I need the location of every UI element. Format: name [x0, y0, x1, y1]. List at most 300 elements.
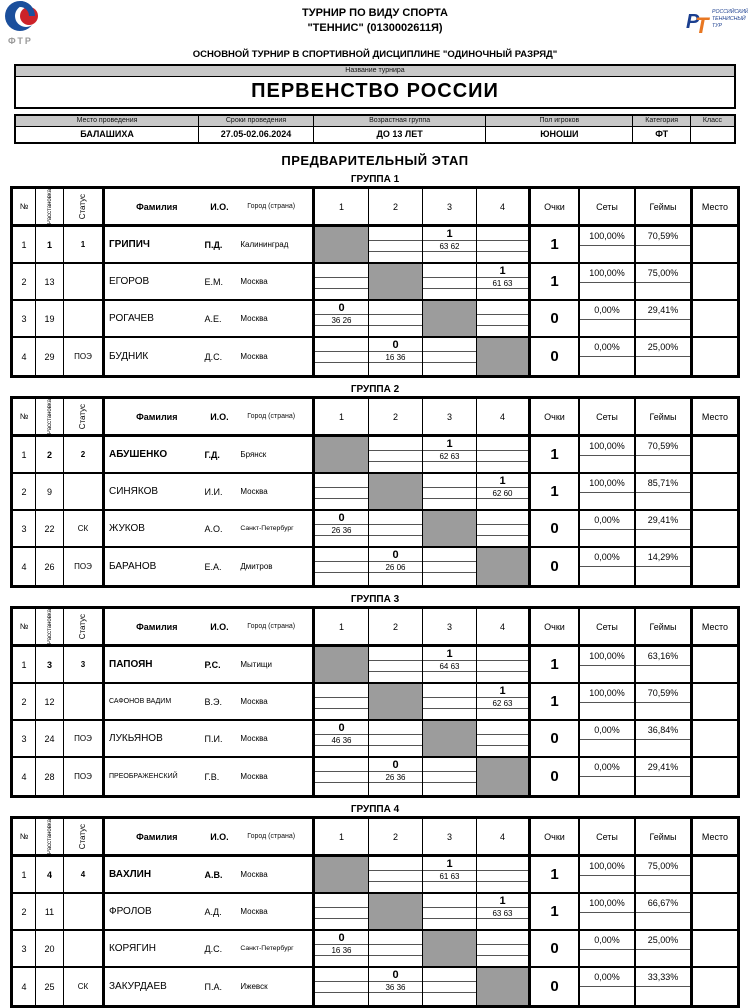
seeding-cell: 19 — [36, 301, 64, 336]
group-section-2 — [10, 384, 740, 588]
player-cell — [105, 894, 315, 929]
points-cell: 1 — [531, 857, 580, 892]
row-number-cell: 2 — [13, 474, 36, 509]
surname-header-label: Фамилия — [136, 621, 178, 632]
seeding-cell: 28 — [36, 758, 64, 795]
col-header-match-1: 1 — [315, 189, 369, 224]
match-cell — [315, 511, 369, 546]
player-row — [13, 548, 737, 585]
match-result — [369, 857, 422, 871]
col-header-match-2: 2 — [369, 609, 423, 644]
col-header-match-1: 1 — [315, 819, 369, 854]
match-result — [423, 474, 476, 488]
seeding-cell: 24 — [36, 721, 64, 756]
match-result — [315, 684, 368, 698]
sets-cell — [580, 684, 636, 719]
match-score — [315, 488, 368, 499]
self-cell — [477, 968, 531, 1005]
player-row — [13, 511, 737, 548]
player-initials: Г.В. — [204, 771, 220, 782]
self-cell — [423, 721, 477, 756]
col-header-sets: Сеты — [580, 819, 636, 854]
match-cell — [315, 721, 369, 756]
player-row — [13, 301, 737, 338]
match-score — [369, 735, 422, 746]
match-score — [477, 661, 528, 672]
games-percent: 70,59% — [636, 227, 690, 246]
match-score — [369, 525, 422, 536]
col-header-status — [64, 189, 105, 224]
sets-cell — [580, 894, 636, 929]
self-cell — [369, 684, 423, 719]
group-title: ГРУППА 2 — [350, 384, 400, 396]
match-cell — [477, 931, 531, 966]
match-cell — [423, 548, 477, 585]
info-header-age: Возрастная группа — [314, 116, 486, 127]
player-surname: АБУШЕНКО — [109, 449, 168, 461]
player-row — [13, 338, 737, 375]
games-percent: 70,59% — [636, 684, 690, 703]
sets-cell — [580, 338, 636, 375]
seeding-cell: 26 — [36, 548, 64, 585]
match-score: 63 63 — [477, 908, 528, 919]
match-cell — [369, 227, 423, 262]
row-number-cell: 4 — [13, 758, 36, 795]
match-cell — [423, 647, 477, 682]
match-result: 1 — [477, 474, 528, 488]
match-result — [369, 301, 422, 315]
match-score — [315, 562, 368, 573]
col-header-match-2: 2 — [369, 189, 423, 224]
col-header-match-2: 2 — [369, 399, 423, 434]
tournament-info-table — [14, 114, 736, 145]
sets-percent: 100,00% — [580, 894, 634, 913]
row-number-cell: 3 — [13, 511, 36, 546]
points-cell: 0 — [531, 721, 580, 756]
match-result: 0 — [315, 301, 368, 315]
points-cell: 0 — [531, 301, 580, 336]
sets-percent: 100,00% — [580, 264, 634, 283]
row-number-cell: 1 — [13, 437, 36, 472]
tournament-name-label: Название турнира — [16, 66, 734, 77]
col-header-seeding — [36, 399, 64, 434]
player-row — [13, 857, 737, 894]
games-cell — [636, 647, 693, 682]
info-value-row — [16, 127, 734, 142]
city-header-label: Город (страна) — [247, 203, 296, 211]
self-cell — [369, 264, 423, 299]
games-percent: 29,41% — [636, 301, 690, 320]
match-score: 62 60 — [477, 488, 528, 499]
points-cell: 0 — [531, 758, 580, 795]
match-score: 61 63 — [477, 278, 528, 289]
match-score: 36 36 — [369, 982, 422, 993]
games-cell — [636, 721, 693, 756]
rtt-logo-graphic — [686, 4, 748, 46]
sets-percent: 100,00% — [580, 437, 634, 456]
groups-container — [0, 174, 750, 1008]
seeding-header-label: Расстановка — [46, 819, 53, 855]
self-cell — [315, 857, 369, 892]
sets-percent: 0,00% — [580, 511, 634, 530]
col-header-games: Геймы — [636, 399, 693, 434]
sets-percent: 100,00% — [580, 474, 634, 493]
player-row — [13, 684, 737, 721]
match-score — [423, 698, 476, 709]
player-city: Брянск — [240, 450, 267, 460]
tournament-name-box — [14, 64, 736, 109]
col-header-num: № — [13, 399, 36, 434]
row-number-cell: 1 — [13, 647, 36, 682]
match-result — [477, 857, 528, 871]
match-score — [315, 982, 368, 993]
row-number-cell: 4 — [13, 338, 36, 375]
match-score — [369, 661, 422, 672]
col-header-place: Место — [701, 621, 729, 632]
games-cell — [636, 758, 693, 795]
match-score: 63 62 — [423, 241, 476, 252]
games-percent: 70,59% — [636, 437, 690, 456]
col-header-games: Геймы — [636, 819, 693, 854]
place-cell — [693, 857, 737, 892]
match-score — [423, 982, 476, 993]
status-header-label: Статус — [78, 194, 87, 220]
match-cell — [315, 894, 369, 929]
match-score — [369, 451, 422, 462]
status-cell: ПОЭ — [64, 721, 105, 756]
row-number-cell: 2 — [13, 264, 36, 299]
match-result — [477, 647, 528, 661]
group-table-header — [13, 819, 737, 857]
games-percent: 25,00% — [636, 931, 690, 950]
games-percent: 33,33% — [636, 968, 690, 987]
player-surname: ГРИПИЧ — [109, 239, 150, 251]
status-cell: 2 — [64, 437, 105, 472]
player-cell — [105, 338, 315, 375]
info-header-dates: Сроки проведения — [199, 116, 314, 127]
games-percent: 14,29% — [636, 548, 690, 567]
col-header-place: Место — [701, 201, 729, 212]
self-cell — [423, 301, 477, 336]
row-number-cell: 3 — [13, 301, 36, 336]
player-cell — [105, 758, 315, 795]
player-city: Москва — [240, 487, 268, 497]
match-score: 61 63 — [423, 871, 476, 882]
player-initials: А.Д. — [204, 906, 222, 917]
info-header-venue: Место проведения — [16, 116, 199, 127]
status-cell — [64, 894, 105, 929]
player-initials: В.Э. — [204, 696, 223, 707]
player-cell — [105, 721, 315, 756]
games-cell — [636, 264, 693, 299]
match-result: 0 — [315, 511, 368, 525]
rtt-logo-line2: ТЕННИСНЫЙ — [712, 16, 746, 22]
player-initials: П.А. — [204, 981, 223, 992]
games-percent: 25,00% — [636, 338, 690, 357]
match-cell — [369, 511, 423, 546]
player-city: Дмитров — [240, 562, 273, 572]
match-result — [477, 721, 528, 735]
col-header-sets: Сеты — [580, 189, 636, 224]
status-header-label: Статус — [78, 614, 87, 640]
games-cell — [636, 894, 693, 929]
points-cell: 1 — [531, 437, 580, 472]
self-cell — [369, 474, 423, 509]
row-number-cell: 4 — [13, 968, 36, 1005]
row-number-cell: 3 — [13, 721, 36, 756]
seeding-cell: 11 — [36, 894, 64, 929]
status-cell: ПОЭ — [64, 758, 105, 795]
place-cell — [693, 548, 737, 585]
match-result — [369, 227, 422, 241]
games-cell — [636, 338, 693, 375]
match-score — [477, 871, 528, 882]
seeding-cell: 22 — [36, 511, 64, 546]
svg-text:Р: Р — [686, 11, 700, 33]
games-percent: 75,00% — [636, 857, 690, 876]
games-percent: 29,41% — [636, 511, 690, 530]
match-score: 16 36 — [369, 352, 422, 363]
place-cell — [693, 647, 737, 682]
match-score — [369, 871, 422, 882]
sets-percent: 0,00% — [580, 301, 634, 320]
col-header-num: № — [13, 819, 36, 854]
match-result — [423, 338, 476, 352]
player-row — [13, 474, 737, 511]
match-score — [477, 525, 528, 536]
player-city: Калининград — [240, 240, 289, 250]
col-header-place: Место — [701, 831, 729, 842]
col-header-sets: Сеты — [580, 609, 636, 644]
rtt-logo-line1: РОССИЙСКИЙ — [712, 9, 748, 15]
place-cell — [693, 968, 737, 1005]
sets-percent: 0,00% — [580, 721, 634, 740]
match-score — [315, 352, 368, 363]
match-result: 1 — [423, 857, 476, 871]
match-cell — [423, 684, 477, 719]
match-score — [315, 278, 368, 289]
seeding-header-label: Расстановка — [46, 189, 53, 225]
row-number-cell: 2 — [13, 684, 36, 719]
group-title: ГРУППА 1 — [350, 174, 400, 186]
match-result — [369, 511, 422, 525]
svg-text:Т: Т — [695, 13, 709, 38]
player-row — [13, 437, 737, 474]
match-result — [315, 758, 368, 772]
group-table-header — [13, 189, 737, 227]
player-initials: Е.А. — [204, 561, 222, 572]
surname-header-label: Фамилия — [136, 411, 178, 422]
match-result — [369, 437, 422, 451]
player-surname: РОГАЧЕВ — [109, 313, 154, 325]
player-surname: ЗАКУРДАЕВ — [109, 981, 167, 993]
player-city: Москва — [240, 277, 268, 287]
player-row — [13, 264, 737, 301]
match-score — [477, 241, 528, 252]
player-initials: А.Е. — [204, 313, 222, 324]
match-cell — [423, 857, 477, 892]
match-score — [315, 772, 368, 783]
seeding-header-label: Расстановка — [46, 609, 53, 645]
match-cell — [369, 968, 423, 1005]
player-initials: А.В. — [204, 869, 223, 880]
place-cell — [693, 437, 737, 472]
col-header-status — [64, 609, 105, 644]
match-cell — [315, 474, 369, 509]
points-cell: 1 — [531, 264, 580, 299]
player-city: Ижевск — [240, 982, 268, 992]
match-result: 1 — [477, 264, 528, 278]
doc-title-line1: ТУРНИР ПО ВИДУ СПОРТА — [302, 7, 448, 19]
sets-cell — [580, 227, 636, 262]
games-cell — [636, 227, 693, 262]
match-cell — [315, 931, 369, 966]
player-surname: ЖУКОВ — [109, 523, 145, 535]
match-cell — [369, 857, 423, 892]
status-cell: СК — [64, 968, 105, 1005]
match-cell — [477, 511, 531, 546]
match-result — [477, 511, 528, 525]
match-result: 1 — [423, 437, 476, 451]
player-row — [13, 968, 737, 1005]
match-cell — [315, 301, 369, 336]
seeding-cell: 9 — [36, 474, 64, 509]
player-cell — [105, 474, 315, 509]
player-city: Москва — [240, 352, 268, 362]
col-header-num: № — [13, 609, 36, 644]
sets-cell — [580, 721, 636, 756]
match-cell — [477, 301, 531, 336]
status-cell: 4 — [64, 857, 105, 892]
status-cell: 3 — [64, 647, 105, 682]
match-result — [315, 968, 368, 982]
group-title: ГРУППА 4 — [350, 804, 400, 816]
info-header-sex: Пол игроков — [486, 116, 633, 127]
sets-cell — [580, 857, 636, 892]
ftr-logo-graphic — [0, 0, 60, 50]
match-score: 46 36 — [315, 735, 368, 746]
sets-percent: 0,00% — [580, 968, 634, 987]
player-city: Санкт-Петербург — [240, 945, 294, 953]
match-score — [423, 352, 476, 363]
match-cell — [423, 227, 477, 262]
player-cell — [105, 684, 315, 719]
self-cell — [315, 227, 369, 262]
player-cell — [105, 548, 315, 585]
match-score — [423, 278, 476, 289]
match-result — [369, 721, 422, 735]
col-header-player — [105, 399, 315, 434]
status-cell — [64, 684, 105, 719]
games-percent: 63,16% — [636, 647, 690, 666]
match-score: 62 63 — [477, 698, 528, 709]
seeding-cell: 12 — [36, 684, 64, 719]
sets-percent: 0,00% — [580, 931, 634, 950]
city-header-label: Город (страна) — [247, 833, 296, 841]
match-result: 1 — [477, 684, 528, 698]
points-cell: 0 — [531, 931, 580, 966]
player-city: Москва — [240, 870, 268, 880]
match-cell — [369, 758, 423, 795]
col-header-games: Геймы — [636, 609, 693, 644]
player-initials: П.Д. — [204, 239, 223, 250]
player-surname: СИНЯКОВ — [109, 486, 159, 498]
games-percent: 75,00% — [636, 264, 690, 283]
match-cell — [369, 647, 423, 682]
place-cell — [693, 264, 737, 299]
player-row — [13, 721, 737, 758]
match-score: 26 36 — [369, 772, 422, 783]
status-header-label: Статус — [78, 824, 87, 850]
place-cell — [693, 758, 737, 795]
row-number-cell: 2 — [13, 894, 36, 929]
player-row — [13, 758, 737, 795]
seeding-cell: 25 — [36, 968, 64, 1005]
points-cell: 0 — [531, 338, 580, 375]
rtt-logo — [686, 4, 748, 46]
status-cell: СК — [64, 511, 105, 546]
player-surname: ВАХЛИН — [109, 869, 152, 881]
player-cell — [105, 264, 315, 299]
match-cell — [477, 647, 531, 682]
match-score: 26 06 — [369, 562, 422, 573]
player-surname: ПАПОЯН — [109, 659, 153, 671]
player-cell — [105, 227, 315, 262]
player-city: Москва — [240, 734, 268, 744]
player-initials: Д.С. — [204, 943, 223, 954]
col-header-player — [105, 819, 315, 854]
col-header-match-1: 1 — [315, 399, 369, 434]
games-cell — [636, 857, 693, 892]
match-result: 0 — [315, 931, 368, 945]
initials-header-label: И.О. — [210, 201, 229, 212]
match-result — [423, 684, 476, 698]
points-cell: 1 — [531, 227, 580, 262]
sets-cell — [580, 758, 636, 795]
player-initials: П.И. — [204, 733, 223, 744]
col-header-seeding — [36, 819, 64, 854]
sets-percent: 100,00% — [580, 684, 634, 703]
col-header-player — [105, 189, 315, 224]
stage-title: ПРЕДВАРИТЕЛЬНЫЙ ЭТАП — [281, 153, 469, 169]
player-surname: ЛУКЬЯНОВ — [109, 733, 163, 745]
status-cell — [64, 931, 105, 966]
player-surname: САФОНОВ ВАДИМ — [109, 698, 172, 706]
col-header-match-3: 3 — [423, 609, 477, 644]
player-initials: А.О. — [204, 523, 223, 534]
status-cell: ПОЭ — [64, 548, 105, 585]
games-percent: 66,67% — [636, 894, 690, 913]
match-score — [477, 735, 528, 746]
match-result — [369, 647, 422, 661]
sets-percent: 0,00% — [580, 548, 634, 567]
place-cell — [693, 721, 737, 756]
col-header-match-4: 4 — [477, 399, 531, 434]
self-cell — [315, 647, 369, 682]
city-header-label: Город (страна) — [247, 623, 296, 631]
sets-percent: 100,00% — [580, 647, 634, 666]
sets-cell — [580, 968, 636, 1005]
col-header-num: № — [13, 189, 36, 224]
player-city: Москва — [240, 772, 268, 782]
match-result — [423, 968, 476, 982]
match-score — [477, 451, 528, 462]
place-cell — [693, 338, 737, 375]
player-city: Москва — [240, 697, 268, 707]
points-cell: 1 — [531, 684, 580, 719]
match-score: 16 36 — [315, 945, 368, 956]
status-cell — [64, 301, 105, 336]
